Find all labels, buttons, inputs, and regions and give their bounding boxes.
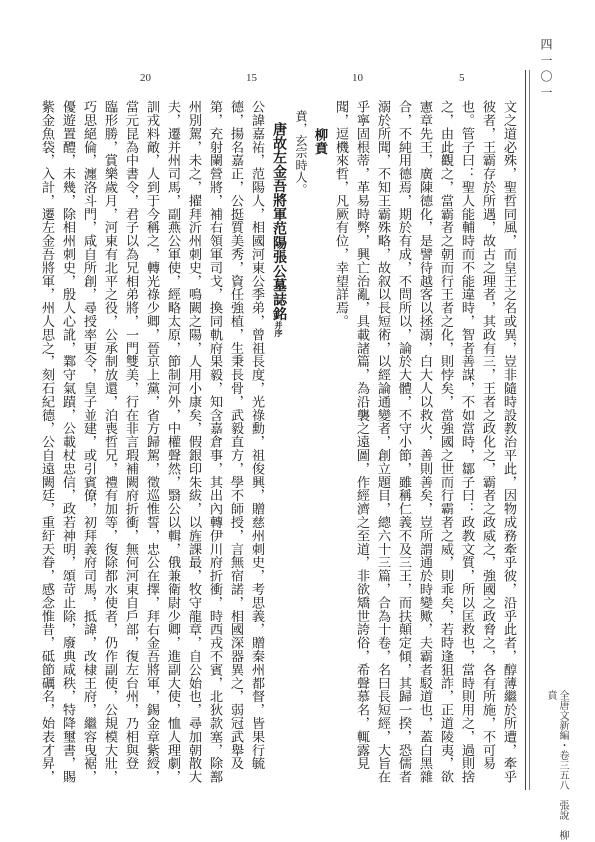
- margin-rule: [525, 70, 526, 790]
- text-column: 文之道必殊，聖哲同風，而皇王之名或異，豈非隨時設教治平此，因物成務牽乎彼，沿乎此者，醇薄繼於所遭，牽乎: [501, 100, 516, 784]
- text-column: 州別駕，未之，擢拜沂州刺史，鳴闕之陽，人用小康矣，假銀印朱紱，以旌課最，牧守龍章，自公始也，尋加朝散大: [186, 100, 201, 784]
- text-column: 紫金魚袋，入計，遷左金吾將軍，州人思之，刻石紀德，公自遠闕廷，重紆天眷，感念惟昔，砥節礪名，始表才昇，: [39, 100, 54, 784]
- line-number: 10: [352, 72, 363, 84]
- line-number: 5: [459, 72, 465, 84]
- text-column: 訓戎料敵，人到于今稱之，轉光祿少卿，晉京上黨，省方歸駕，徵巡惟誓，忠公在擇，拜右金吾將軍，錫金章紫綬，: [144, 100, 159, 784]
- text-column: 巧思絕倫，瀍洛斗門，咸自所創，尋授率更令，皇子並建，或引賓僚，初拜義府司馬，抵諱，改棣王府，繼容曳裾，: [81, 100, 96, 784]
- text-column: 當元昆為中書令，君子以為兄相弟將，一門雙美，行在非言瑕補闕府折衝，無何河東自戶部，復左台州，乃相與登: [123, 100, 138, 770]
- text-column: 合，不純用德焉，期於有成，不問所以，論於大體，不守小節，雖稱仁義不及三王，而扶顛定傾，其歸一揆，恐儒者: [396, 100, 411, 784]
- author-heading: 柳賁: [312, 128, 327, 155]
- essay-title-text: 唐故左金吾將軍范陽張公墓誌銘: [271, 122, 287, 321]
- text-column: 之，由此觀之，當霸者之朝而行王者之化，則悖矣，當強國之世而行霸者之威，則乖矣，若時逢狙詐，正道陵夷，欲: [438, 100, 453, 784]
- text-column: 彼者，王霸存於所遇，故古之理者，其政有三，王者之政化之，霸者之政威之，強國之政脅之，各有所施，不可易: [480, 100, 495, 770]
- text-column: 第，充射闌營將，補右領軍司戈，換同軌府果毅，知含嘉倉事，其出內轉伊川府折衝，時西戎不賓，北狄款塞，除鄯: [207, 100, 222, 784]
- text-column: 夫，遷并州司馬，副燕公軍使，經略太原，節制河外，中權聲然，翳公以輯，俄兼衛尉少卿，進副大使，恤人理劇，: [165, 100, 180, 784]
- text-column: 憲章先王，廣陳德化，是譬待越客以拯溺，白大人以救火，善則善矣，豈所謂通於時變歟，夫霸者駁道也，蓋白黑雜: [417, 100, 432, 784]
- title-note: 并序: [274, 320, 284, 338]
- text-column: 乎寧固根蒂，革易時弊，興亡治亂，具載諸篇，為沿襲之遠圖，作經濟之至道，非欲矯世誇俗，希聲慕名，輒露見: [354, 100, 369, 770]
- page-number: 四一〇一: [539, 38, 553, 102]
- line-number: 20: [140, 72, 151, 84]
- text-column: 臨形勝，賞樂歲月，河東有北平之役，公承制放還，泊喪哲兄，禮有加等，復除都水使者，仍作副使，公規模大壯，: [102, 100, 117, 784]
- running-head: 全唐文新編・卷三五八 張說 柳賁: [545, 690, 568, 840]
- line-number: 15: [246, 72, 257, 84]
- margin-rule-inner: [529, 70, 530, 790]
- text-column: 德，揚名嘉正，公挺質美秀，資任強植，生秉長骨，武毅直方，學不師授，言無宿諾，相國深器異之，弱冠武舉及: [228, 100, 243, 770]
- text-column: 也。管子曰：聖人能輔時而不能違時，智者善謀，不如當時，鄒子曰：政教文質，所以匡救也，當時則用之，過則捨: [459, 100, 474, 784]
- text-column: 優遊置醴，未幾，除相州刺史，殷人心訛，鄴守氣蹟，公載杖忠信，政若神明，頌苛止除，廢典咸秩，特降璽書，賜: [60, 100, 75, 784]
- author-note: 賁，玄宗時人。: [294, 110, 308, 196]
- essay-title: [270, 122, 287, 337]
- text-column: 公諱嘉祐，范陽人，相國河東公季弟，曾祖長度，光祿勳，祖俊興，贈慈州刺史，考思義，贈秦州都督，皆果行毓: [249, 100, 264, 770]
- text-column: 溺於所聞，不知王霸殊略，故叙以長短術，以經論通變者，創立題目，總六十三篇，合為十卷，名曰長短經，大旨在: [375, 100, 390, 784]
- text-column: 聞，逗機來哲，凡厥有位，幸望詳焉。: [333, 100, 348, 328]
